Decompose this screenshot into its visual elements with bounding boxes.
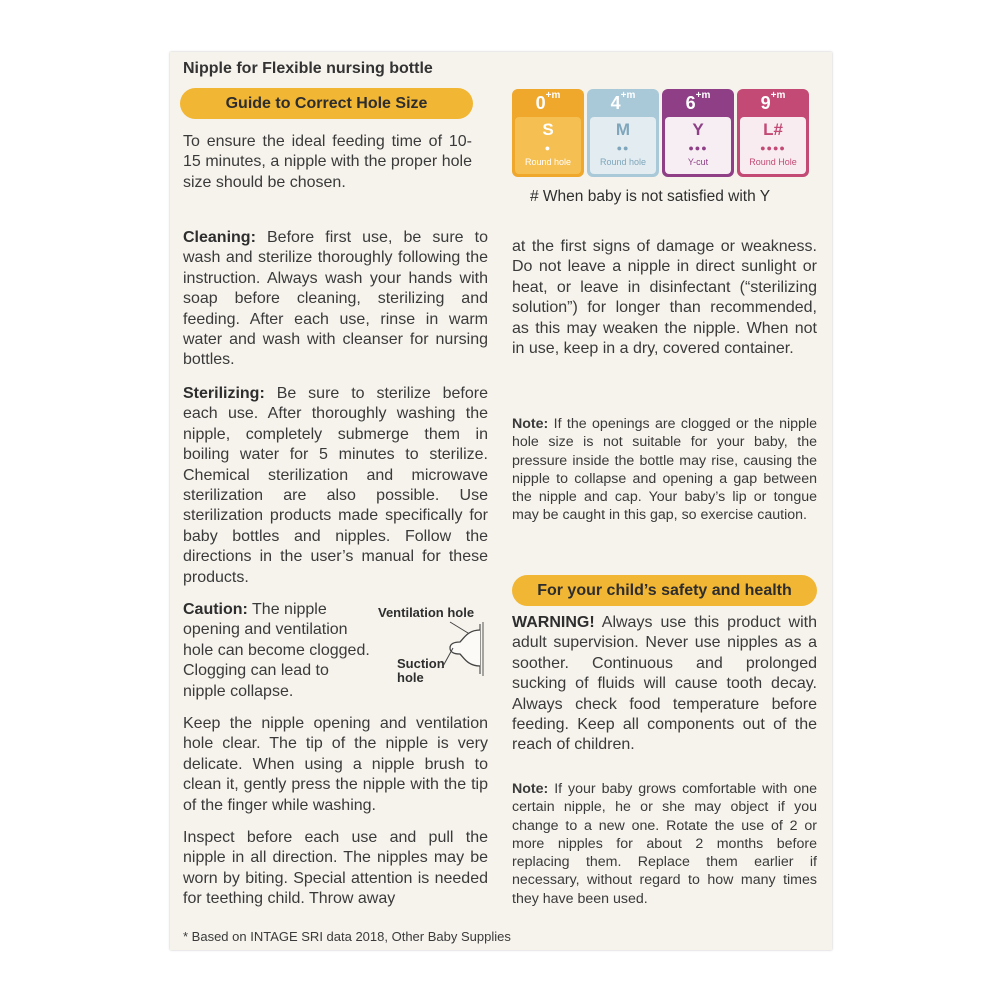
tile-letter: Y <box>692 120 704 139</box>
continuation-paragraph: at the first signs of damage or weakness. Do not leave a nipple in direct sunlight or heat, or leave in disinfectant (“sterilizing solution”) for longer than recommended, as this may weaken the nipple. When not in use, keep in a dry, covered container. <box>512 238 817 358</box>
tile-body <box>590 117 656 174</box>
size-tile-y <box>662 89 734 177</box>
cleaning-text: Before first use, be sure to wash and sterilize thoroughly following the instruction. Always wash your hands with soap before cleaning, sterilizing and feeding. After each use, rinse in warm water and wash with cleanser for nursing bottles. <box>183 229 488 369</box>
inspect-paragraph: Inspect before each use and pull the nipple in all direction. The nipples may be worn by biting. Special attention is needed for teething child. Throw away <box>183 829 488 908</box>
sterilizing-label: Sterilizing: <box>183 385 265 402</box>
hole-size-chart <box>512 89 812 179</box>
sterilizing-paragraph <box>183 384 488 588</box>
size-tile-s <box>512 89 584 177</box>
cleaning-paragraph <box>183 228 488 371</box>
caution-paragraph <box>183 600 373 702</box>
tile-age: $6^{+m}$ <box>685 90 711 113</box>
size-tile-l <box>737 89 809 177</box>
keep-clear-paragraph: Keep the nipple opening and ventilation hole clear. The tip of the nipple is very delicate. When using a nipple brush to clean it, gently press the nipple with the tip of the finger while washing. <box>183 715 488 814</box>
caution-label: Caution: <box>183 601 248 618</box>
note-text: If your baby grows comfortable with one certain nipple, he or she may object if you change to a new one. Rotate the use of 2 or more nipples for about 2 months before replacing them. Replace them earlier if necessary, without regard to how many times they have been used. <box>512 781 817 907</box>
note-text: If the openings are clogged or the nipple hole size is not suitable for your baby, the pressure inside the bottle may rise, causing the nipple to collapse and opening a gap between the nipple and cap. Your baby’s lip or tongue may be caught in this gap, so exercise caution. <box>512 416 817 524</box>
nipple-illustration <box>438 620 492 678</box>
note-label: Note: <box>512 416 549 432</box>
warning-text: Always use this product with adult supervision. Never use nipples as a soother. Continuous and prolonged sucking of fluids will cause tooth decay. Always check food temperature before feeding. Keep all components out of the reach of children. <box>512 614 817 754</box>
safety-banner: For your child’s safety and health <box>512 575 817 606</box>
tile-body <box>740 117 806 174</box>
tile-letter: S <box>542 120 554 139</box>
note-rotation <box>512 780 817 908</box>
guide-banner: Guide to Correct Hole Size <box>180 88 473 119</box>
nipple-diagram <box>372 600 492 692</box>
warning-label: WARNING! <box>512 614 595 631</box>
page-title: Nipple for Flexible nursing bottle <box>183 60 433 77</box>
drop-icon: ●●●● <box>760 143 786 153</box>
footnote: * Based on INTAGE SRI data 2018, Other Baby Supplies <box>183 929 511 944</box>
cleaning-label: Cleaning: <box>183 229 256 246</box>
tile-hole-type: Round hole <box>524 157 572 167</box>
tile-body <box>515 117 581 174</box>
size-tile-m <box>587 89 659 177</box>
tile-letter: M <box>615 120 631 139</box>
sterilizing-text: Be sure to sterilize before each use. After thoroughly washing the nipple, completely submerge them in boiling water for 5 minutes to sterilize. Chemical sterilization and microwave sterilization are also possible. Use sterilization products made specifically for baby bottles and nipples. Follow the directions in the user’s manual for these products. <box>183 385 488 586</box>
note-label: Note: <box>512 781 549 797</box>
tile-body <box>665 117 731 174</box>
y-size-note: # When baby is not satisfied with Y <box>530 188 771 205</box>
tile-hole-type: Round hole <box>599 157 647 167</box>
warning-paragraph <box>512 613 817 756</box>
tile-hole-type: Round Hole <box>749 157 797 167</box>
tile-letter: L# <box>763 120 783 139</box>
drop-icon: ●● <box>616 143 630 153</box>
tile-age: $0^{+m}$ <box>535 90 561 113</box>
drop-icon: ● <box>544 143 552 153</box>
tile-age: $9^{+m}$ <box>760 90 786 113</box>
note-clogging <box>512 415 817 525</box>
drop-icon: ●●● <box>688 143 708 153</box>
caution-text: The nipple opening and ventilation hole can become clogged. Clogging can lead to nipple collapse. <box>183 601 370 700</box>
tile-hole-type: Y-cut <box>687 157 709 167</box>
suction-hole-label: Suction hole <box>397 656 445 685</box>
tile-age: $4^{+m}$ <box>610 90 636 113</box>
guide-text: To ensure the ideal feeding time of 10-15 minutes, a nipple with the proper hole size should be chosen. <box>183 133 472 191</box>
ventilation-hole-label: Ventilation hole <box>378 605 475 620</box>
